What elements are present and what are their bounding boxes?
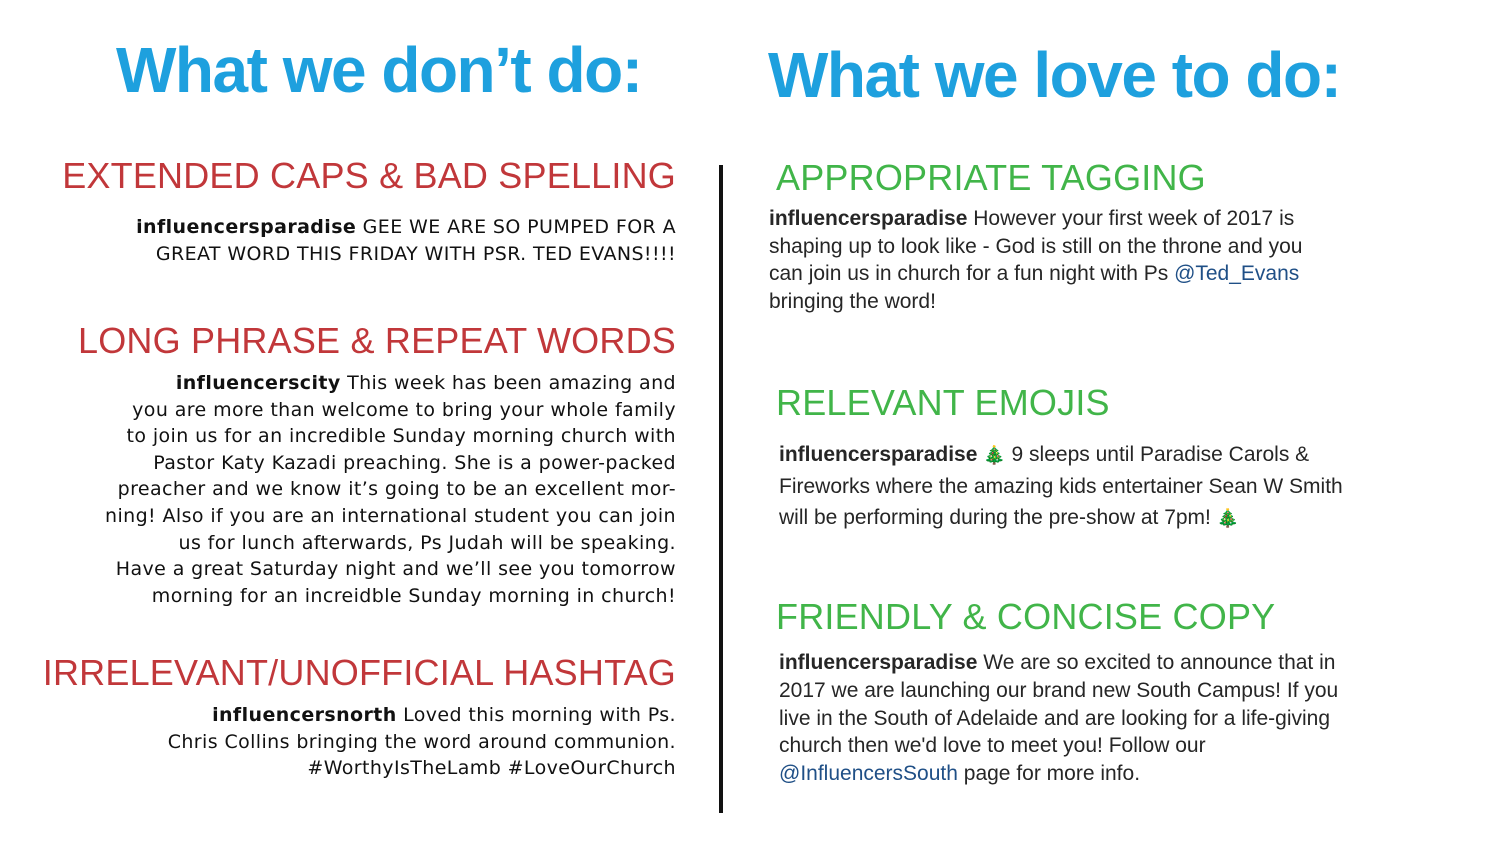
caption-text: We are so excited to announce that in	[983, 651, 1336, 674]
caption-text: church then we'd love to meet you! Follow our	[779, 734, 1206, 758]
mention-link[interactable]: @InfluencersSouth	[779, 762, 958, 786]
dont-title: What we don’t do:	[116, 34, 642, 106]
caption-text: This week has been amazing and	[347, 372, 676, 394]
caption-text: Pastor Katy Kazadi preaching. She is a power-packed	[153, 451, 676, 474]
dont-heading-long-phrase: LONG PHRASE & REPEAT WORDS	[78, 320, 676, 361]
christmas-tree-icon: 🎄	[1216, 508, 1240, 528]
caption-text: us for lunch afterwards, Ps Judah will be speaking.	[178, 531, 676, 554]
caption-username: influencersparadise	[136, 216, 357, 238]
caption-text: can join us in church for a fun night with Ps	[769, 262, 1169, 286]
caption-text: 9 sleeps until Paradise Carols &	[1011, 443, 1310, 466]
caption-username: influencerscity	[175, 372, 341, 394]
caption-concise	[779, 649, 1479, 788]
caption-text: morning for an increidble Sunday morning in church!	[151, 584, 676, 607]
caption-username: influencersparadise	[769, 207, 968, 230]
caption-text: GREAT WORD THIS FRIDAY WITH PSR. TED EVANS!!!!	[155, 242, 676, 265]
dont-heading-caps: EXTENDED CAPS & BAD SPELLING	[62, 155, 676, 196]
caption-text: Chris Collins bringing the word around communion.	[167, 730, 676, 753]
mention-link[interactable]: @Ted_Evans	[1174, 262, 1300, 286]
caption-text: page for more info.	[963, 762, 1141, 786]
caption-username: influencersnorth	[212, 704, 397, 726]
love-title: What we love to do:	[768, 39, 1341, 111]
caption-long-phrase	[18, 370, 676, 609]
love-heading-emojis: RELEVANT EMOJIS	[776, 382, 1110, 423]
column-divider	[719, 165, 723, 813]
love-item-emojis	[776, 382, 1110, 423]
caption-text: 2017 we are launching our brand new South Campus! If you	[779, 678, 1339, 702]
caption-text: live in the South of Adelaide and are looking for a life-giving	[779, 706, 1331, 730]
dont-heading-hashtag: IRRELEVANT/UNOFFICIAL HASHTAG	[42, 652, 676, 693]
caption-emojis	[779, 439, 1479, 534]
christmas-tree-icon: 🎄	[983, 445, 1006, 465]
caption-text: preacher and we know it’s going to be an excellent mor-	[117, 478, 676, 501]
love-heading-tagging: APPROPRIATE TAGGING	[776, 157, 1206, 198]
caption-text: you are more than welcome to bring your whole family	[132, 398, 676, 421]
caption-text: GEE WE ARE SO PUMPED FOR A	[362, 216, 676, 238]
caption-text: Loved this morning with Ps.	[403, 704, 676, 726]
caption-tagging	[769, 205, 1469, 315]
caption-text: However your first week of 2017 is	[973, 207, 1295, 230]
dont-item-long-phrase	[18, 320, 676, 609]
caption-text: #WorthyIsTheLamb #LoveOurChurch	[307, 757, 676, 780]
caption-text: Fireworks where the amazing kids entertainer Sean W Smith	[779, 475, 1343, 498]
caption-username: influencersparadise	[779, 443, 978, 466]
caption-text: shaping up to look like - God is still on the throne and you	[769, 234, 1303, 258]
caption-hashtag	[18, 702, 676, 782]
caption-text: ning! Also if you are an international student you can join	[105, 504, 676, 527]
love-item-concise	[776, 596, 1276, 637]
dont-item-caps	[18, 155, 676, 267]
caption-caps	[18, 214, 676, 267]
caption-text: bringing the word!	[769, 289, 936, 313]
dont-item-hashtag	[18, 652, 676, 782]
caption-text: Have a great Saturday night and we’ll see you tomorrow	[115, 558, 676, 581]
caption-username: influencersparadise	[779, 651, 978, 674]
love-heading-concise: FRIENDLY & CONCISE COPY	[776, 596, 1276, 637]
caption-text: to join us for an incredible Sunday morning church with	[126, 425, 676, 448]
love-item-tagging	[776, 157, 1206, 198]
caption-text: will be performing during the pre-show at 7pm!	[779, 506, 1211, 529]
